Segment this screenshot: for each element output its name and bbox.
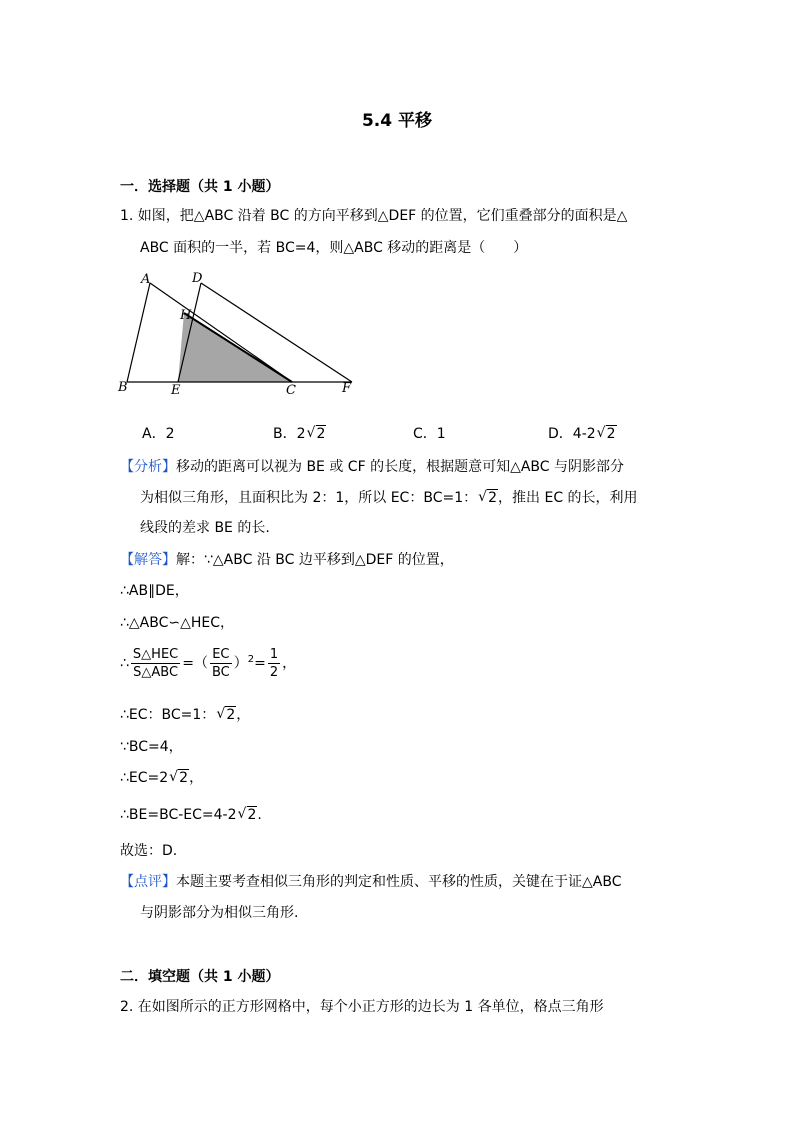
- analysis-line-3: 线段的差求 BE 的长.: [140, 520, 270, 536]
- analysis-line-1: [120, 457, 624, 477]
- step7-text: ∴BE=BC-EC=4-2: [120, 807, 237, 823]
- analysis-text-1: 移动的距离可以视为 BE 或 CF 的长度，根据题意可知△ABC 与阴影部分: [176, 459, 625, 475]
- analysis-line-2: [140, 488, 638, 508]
- page-title: 5.4 平移: [361, 111, 433, 131]
- comment-line-1: [120, 872, 621, 892]
- label-f: F: [342, 381, 352, 396]
- segment-ab: [127, 283, 150, 382]
- step4-end: ，: [236, 707, 251, 723]
- label-c: C: [286, 383, 296, 398]
- option-c-value: 1: [436, 426, 446, 442]
- equals-paren: =（: [182, 655, 208, 672]
- option-b-coef: 2: [296, 426, 306, 442]
- side-ec: EC: [210, 646, 232, 664]
- option-b-label: B．: [273, 426, 297, 442]
- equals: =: [254, 655, 266, 672]
- solution-step-3: [120, 646, 296, 681]
- option-d-radicand: 2: [606, 426, 616, 442]
- solution-tag: 【解答】: [120, 552, 176, 568]
- comment-text-1: 本题主要考查相似三角形的判定和性质、平移的性质，关键在于证△ABC: [176, 874, 622, 890]
- analysis-radicand: 2: [488, 490, 498, 506]
- sqrt-symbol: [597, 426, 617, 442]
- option-c: [413, 423, 446, 443]
- solution-line-1: [120, 550, 454, 570]
- label-e: E: [171, 383, 181, 398]
- comment-line-2: 与阴影部分为相似三角形.: [140, 905, 299, 921]
- question-2-line-1: 2. 在如图所示的正方形网格中，每个小正方形的边长为 1 各单位，格点三角形: [120, 999, 604, 1015]
- question-1-line-1: 1. 如图，把△ABC 沿着 BC 的方向平移到△DEF 的位置，它们重叠部分的面积是△: [120, 208, 628, 224]
- exponent: 2: [247, 653, 255, 665]
- solution-step-6: [120, 768, 203, 788]
- step6-end: ，: [189, 770, 204, 786]
- option-d: [548, 423, 617, 443]
- side-ratio-fraction: [210, 646, 232, 681]
- close-paren: ）: [233, 655, 248, 672]
- answer-line: 故选：D.: [120, 843, 178, 859]
- option-b-radicand: 2: [316, 426, 326, 442]
- solution-step-2: ∴△ABC∽△HEC，: [120, 615, 235, 631]
- sqrt-symbol: [216, 705, 236, 725]
- option-a-label: A．: [142, 426, 166, 442]
- label-d: D: [192, 271, 203, 286]
- step6-text: ∴EC=2: [120, 770, 169, 786]
- analysis-tag: 【分析】: [120, 459, 176, 475]
- solution-step-1: ∴AB∥DE，: [120, 583, 189, 599]
- option-c-label: C．: [413, 426, 437, 442]
- step7-end: .: [257, 807, 262, 823]
- translation-figure: [110, 270, 370, 400]
- solution-step-7: [120, 805, 262, 825]
- section-heading-fill: 二．填空题（共 1 小题）: [120, 969, 280, 985]
- solution-step-5: ∵BC=4，: [120, 739, 183, 755]
- half-fraction: [268, 646, 280, 681]
- side-bc: BC: [211, 665, 230, 680]
- sqrt-symbol: [238, 805, 258, 825]
- therefore-symbol: ∴: [120, 655, 129, 672]
- half-num: 1: [269, 647, 279, 662]
- half-den: 2: [269, 665, 279, 680]
- label-b: B: [118, 380, 128, 395]
- option-b: [273, 423, 326, 443]
- option-d-label: D．: [548, 426, 573, 442]
- area-abc: S△ABC: [133, 665, 179, 680]
- solution-step-4: [120, 705, 250, 725]
- sqrt-symbol: [169, 768, 189, 788]
- step7-radicand: 2: [247, 807, 257, 823]
- step6-radicand: 2: [179, 770, 189, 786]
- option-d-pre: 4-2: [572, 426, 596, 442]
- label-a: A: [141, 272, 151, 287]
- analysis-text-2-post: ，推出 EC 的长，利用: [498, 490, 638, 506]
- option-a-value: 2: [165, 426, 175, 442]
- analysis-text-2-pre: 为相似三角形，且面积比为 2：1，所以 EC：BC=1：: [140, 490, 478, 506]
- sqrt-symbol: [307, 426, 327, 442]
- area-ratio-fraction: [131, 646, 180, 681]
- solution-text-1: 解：∵△ABC 沿 BC 边平移到△DEF 的位置，: [176, 552, 454, 568]
- question-1-line-2: ABC 面积的一半，若 BC=4，则△ABC 移动的距离是（ ）: [140, 240, 528, 256]
- comment-tag: 【点评】: [120, 874, 176, 890]
- step4-radicand: 2: [226, 707, 236, 723]
- section-heading-choice: 一．选择题（共 1 小题）: [120, 179, 280, 195]
- step3-end: ，: [282, 655, 297, 672]
- area-hec: S△HEC: [132, 647, 179, 662]
- sqrt-symbol: [478, 488, 498, 508]
- step4-text: ∴EC：BC=1：: [120, 707, 216, 723]
- option-a: [142, 423, 175, 443]
- label-h: H: [180, 308, 192, 323]
